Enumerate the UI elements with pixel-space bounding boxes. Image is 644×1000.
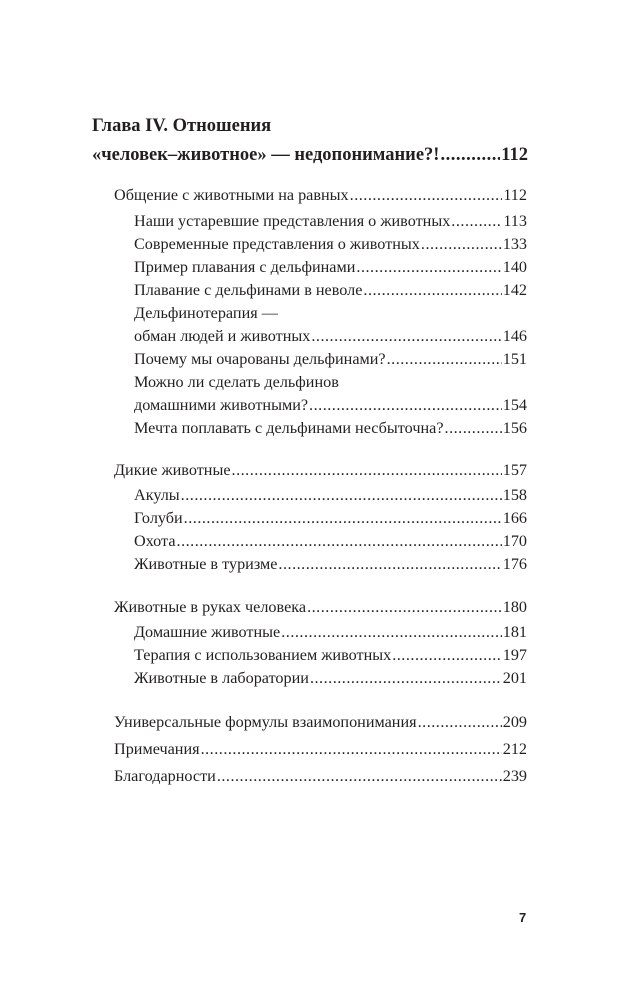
leader-dots [451,210,502,232]
toc-entry [134,667,527,689]
toc-entry [134,507,527,529]
toc-entry [134,530,527,552]
entry-title: Голуби [134,509,183,527]
leader-dots [281,621,501,643]
entry-title: Животные в лаборатории [134,669,309,687]
toc-entry [134,325,527,347]
toc-entry [134,621,527,643]
chapter-heading [92,112,528,170]
toc-entry [114,738,527,760]
page-number: 146 [502,327,527,345]
entry-title-line: Можно ли сделать дельфинов [134,373,339,391]
entry-title: Животные в туризме [134,555,278,573]
page-number: 154 [502,396,527,414]
leader-dots [311,325,501,347]
page-number: 113 [503,212,527,230]
toc-entry [114,765,527,787]
entry-title: Животные в руках человека [114,598,307,616]
page-number: 157 [502,461,527,479]
toc-entry [114,184,527,206]
leader-dots [310,667,502,689]
page-number: 112 [503,186,527,204]
entry-title-line: Дельфинотерапия — [134,304,278,322]
entry-title: Акулы [134,486,180,504]
leader-dots [418,711,502,733]
leader-dots [181,484,502,506]
leader-dots [363,279,501,301]
page-number: 158 [502,486,527,504]
entry-title: Терапия с использованием животных [134,646,392,664]
leader-dots [232,459,502,481]
entry-title: Пример плавания с дельфинами [134,258,356,276]
leader-dots [184,507,502,529]
entry-title: Домашние животные [134,623,281,641]
toc-entry [134,644,527,666]
page-number: 197 [502,646,527,664]
toc-entry [134,417,527,439]
page-number: 112 [501,145,528,165]
entry-title: Плавание с дельфинами в неволе [134,281,363,299]
leader-dots [356,256,501,278]
toc-entry [134,348,527,370]
toc-entry [134,210,527,232]
entry-title: Мечта поплавать с дельфинами несбыточна? [134,419,444,437]
page-number: 140 [502,258,527,276]
page-number: 212 [502,740,527,758]
toc-entry [134,484,527,506]
leader-dots [217,765,502,787]
toc-entry [114,711,527,733]
entry-title: Примечания [114,740,200,758]
entry-title: Охота [134,532,176,550]
page-number: 166 [502,509,527,527]
toc-entry [134,256,527,278]
leader-dots [445,417,502,439]
entry-title: Почему мы очарованы дельфинами? [134,350,386,368]
leader-dots [309,394,502,416]
page-number: 180 [502,598,527,616]
toc-entry [134,553,527,575]
page-number: 181 [502,623,527,641]
page-folio: 7 [519,910,527,925]
page-number: 133 [502,235,527,253]
toc-entry [114,459,527,481]
page-number: 151 [502,350,527,368]
entry-title: обман людей и животных [134,327,311,345]
entry-title: Современные представления о животных [134,235,420,253]
entry-title: Универсальные формулы взаимопонимания [114,713,417,731]
toc-entry [134,233,527,255]
page-number: 176 [502,555,527,573]
page-number: 201 [502,669,527,687]
chapter-title: Глава IV. Отношения [92,116,272,136]
entry-title: Наши устаревшие представления о животных [134,212,451,230]
toc-entry [134,279,527,301]
entry-title: Общение с животными на равных [114,186,349,204]
page-number: 170 [502,532,527,550]
entry-title: домашними животными? [134,396,309,414]
entry-title: Благодарности [114,767,216,785]
leader-dots [307,596,502,618]
leader-dots [201,738,502,760]
toc-entry [114,596,527,618]
toc-entry [134,394,527,416]
leader-dots [350,184,503,206]
page-number: 156 [502,419,527,437]
page-number: 239 [502,767,527,785]
toc-entry [92,141,528,170]
page-number: 142 [502,281,527,299]
leader-dots [440,141,500,170]
chapter-subtitle: «человек–животное» — недопонимание?! [92,145,440,165]
leader-dots [421,233,502,255]
page-number: 209 [502,713,527,731]
leader-dots [387,348,502,370]
entry-title: Дикие животные [114,461,231,479]
leader-dots [392,644,502,666]
leader-dots [177,530,502,552]
leader-dots [278,553,501,575]
